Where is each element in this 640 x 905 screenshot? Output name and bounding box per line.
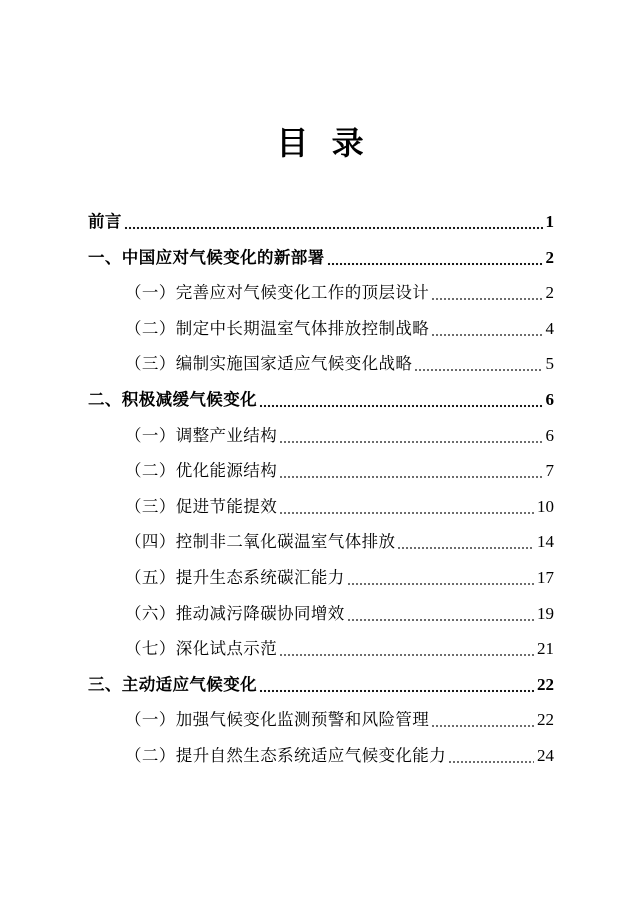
toc-entry-page-number: 21: [537, 639, 554, 659]
toc-entry-page-number: 4: [545, 318, 554, 338]
toc-entry-label: （七）深化试点示范: [125, 639, 278, 659]
toc-entry-page-number: 6: [545, 425, 554, 445]
toc-entry-page-number: 7: [545, 461, 554, 481]
dot-leader: [279, 453, 542, 489]
dot-leader: [259, 667, 534, 703]
toc-entry-label: 一、中国应对气候变化的新部署: [88, 247, 325, 267]
toc-entry-page-number: 22: [537, 674, 554, 694]
dot-leader: [259, 382, 543, 418]
dot-leader: [279, 418, 542, 454]
dot-leader: [124, 204, 543, 240]
toc-entry-label: （二）提升自然生态系统适应气候变化能力: [125, 745, 447, 765]
toc-entry-page-number: 5: [545, 354, 554, 374]
toc-entry-page-number: 24: [537, 745, 554, 765]
toc-entry-label: （二）优化能源结构: [125, 461, 278, 481]
toc-entry-label: （四）控制非二氧化碳温室气体排放: [125, 532, 396, 552]
toc-section-row: [88, 382, 554, 418]
toc-entry-label: 二、积极减缓气候变化: [88, 389, 257, 409]
toc-entry-label: 前言: [88, 212, 122, 231]
dot-leader: [347, 560, 534, 596]
dot-leader: [431, 702, 534, 738]
toc-entry-label: （一）加强气候变化监测预警和风险管理: [125, 710, 430, 730]
toc-entry-label: （三）编制实施国家适应气候变化战略: [125, 354, 413, 374]
toc-section-row: [88, 240, 554, 276]
toc-subsection-row: [88, 631, 554, 667]
toc-entry-label: （三）促进节能提效: [125, 496, 278, 516]
dot-leader: [414, 346, 542, 382]
toc-subsection-row: [88, 524, 554, 560]
toc-entry-page-number: 6: [545, 389, 554, 409]
toc-section-row: [88, 667, 554, 703]
toc-subsection-row: [88, 453, 554, 489]
toc-subsection-row: [88, 346, 554, 382]
toc-section-row: [88, 204, 554, 240]
toc-subsection-row: [88, 596, 554, 632]
toc-entry-label: （二）制定中长期温室气体排放控制战略: [125, 318, 430, 338]
toc-entry-label: 三、主动适应气候变化: [88, 674, 257, 694]
dot-leader: [431, 275, 542, 311]
toc-entry-label: （五）提升生态系统碳汇能力: [125, 567, 345, 587]
toc-subsection-row: [88, 738, 554, 774]
toc-entry-page-number: 10: [537, 496, 554, 516]
toc-entry-label: （一）完善应对气候变化工作的顶层设计: [125, 283, 430, 303]
toc-entry-label: （一）调整产业结构: [125, 425, 278, 445]
toc-entry-label: （六）推动减污降碳协同增效: [125, 603, 345, 623]
toc-entry-page-number: 2: [545, 283, 554, 303]
dot-leader: [279, 489, 534, 525]
dot-leader: [347, 596, 534, 632]
toc-subsection-row: [88, 275, 554, 311]
toc-subsection-row: [88, 702, 554, 738]
toc-subsection-row: [88, 311, 554, 347]
toc-entry-page-number: 1: [545, 212, 554, 231]
toc-entry-page-number: 14: [537, 532, 554, 552]
toc-entry-page-number: 19: [537, 603, 554, 623]
toc-entry-page-number: 2: [545, 247, 554, 267]
dot-leader: [431, 311, 542, 347]
toc-entry-page-number: 22: [537, 710, 554, 730]
toc-subsection-row: [88, 560, 554, 596]
dot-leader: [327, 240, 543, 276]
dot-leader: [397, 524, 534, 560]
toc-subsection-row: [88, 489, 554, 525]
toc-entry-page-number: 17: [537, 567, 554, 587]
dot-leader: [448, 738, 534, 774]
table-of-contents: [88, 204, 554, 774]
table-of-contents-title: 目 录: [276, 124, 364, 162]
dot-leader: [279, 631, 534, 667]
toc-subsection-row: [88, 418, 554, 454]
